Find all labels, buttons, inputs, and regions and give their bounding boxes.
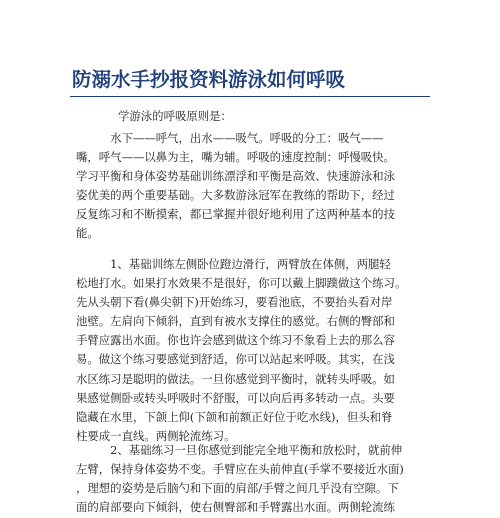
paragraph-line: 1、基础训练左侧卧位蹬边滑行，两臂放在体侧，两腿轻 [76,257,391,271]
paragraph-line: 松地打水。如果打水效果不是很好，你可以戴上脚蹼做这个练习。 [76,276,407,291]
paragraph-line: 池壁。左肩向下倾斜，直到有被水支撑住的感觉。右侧的臀部和 [76,314,395,329]
paragraph-line: 2、基础练习一旦你感觉到能完全地平衡和放松时，就前伸 [76,443,403,457]
paragraph-line: 果感觉侧卧或转头呼吸时不舒服，可以向后再多转动一点。头要 [76,390,395,405]
paragraph-line: 手臂应露出水面。你也许会感到做这个练习不象看上去的那么容 [76,333,395,348]
intro-heading: 学游泳的呼吸原则是： [118,109,232,123]
paragraph-line: 反复练习和不断摸索，都已掌握并很好地利用了这两种基本的技 [76,207,395,222]
paragraph-1 [76,129,432,244]
paragraph-line: 左臂，保持身体姿势不变。手臂应在头前伸直(手掌不要接近水面) [76,462,404,477]
paragraph-line: ，理想的姿势是后脑勺和下面的肩部/手臂之间几乎没有空隙。下 [76,481,399,496]
page-title: 防溺水手抄报资料游泳如何呼吸 [72,68,346,91]
title-divider [70,96,430,97]
paragraph-line: 能。 [76,226,99,241]
paragraph-3 [76,441,432,517]
paragraph-line: 水区练习是聪明的做法。一旦你感觉到平衡时，就转头呼吸。如 [76,371,395,386]
paragraph-line: 学习平衡和身体姿势基础训练漂浮和平衡是高效、快速游泳和泳 [76,169,395,184]
paragraph-line: 先从头朝下看(鼻尖朝下)开始练习，要看池底，不要抬头看对岸 [76,295,393,310]
paragraph-line: 易。做这个练习要感觉到舒适，你可以站起来呼吸。其实，在浅 [76,352,395,367]
paragraph-line: 柱要成一直线。两侧轮流练习。 [76,428,236,443]
paragraph-line: 隐藏在水里，下颌上仰(下颌和前额正好位于吃水线)，但头和脊 [76,409,393,424]
paragraph-line: 水下——呼气，出水——吸气。呼吸的分工：吸气—— [76,131,384,145]
paragraph-line: 面的肩部要向下倾斜，使右侧臀部和手臂露出水面。两侧轮流练 [76,500,395,515]
paragraph-line: 嘴，呼气——以鼻为主，嘴为辅。呼吸的速度控制：呼慢吸快。 [76,150,395,165]
paragraph-line: 姿优美的两个重要基础。大多数游泳冠军在教练的帮助下，经过 [76,188,395,203]
paragraph-2 [76,255,432,446]
